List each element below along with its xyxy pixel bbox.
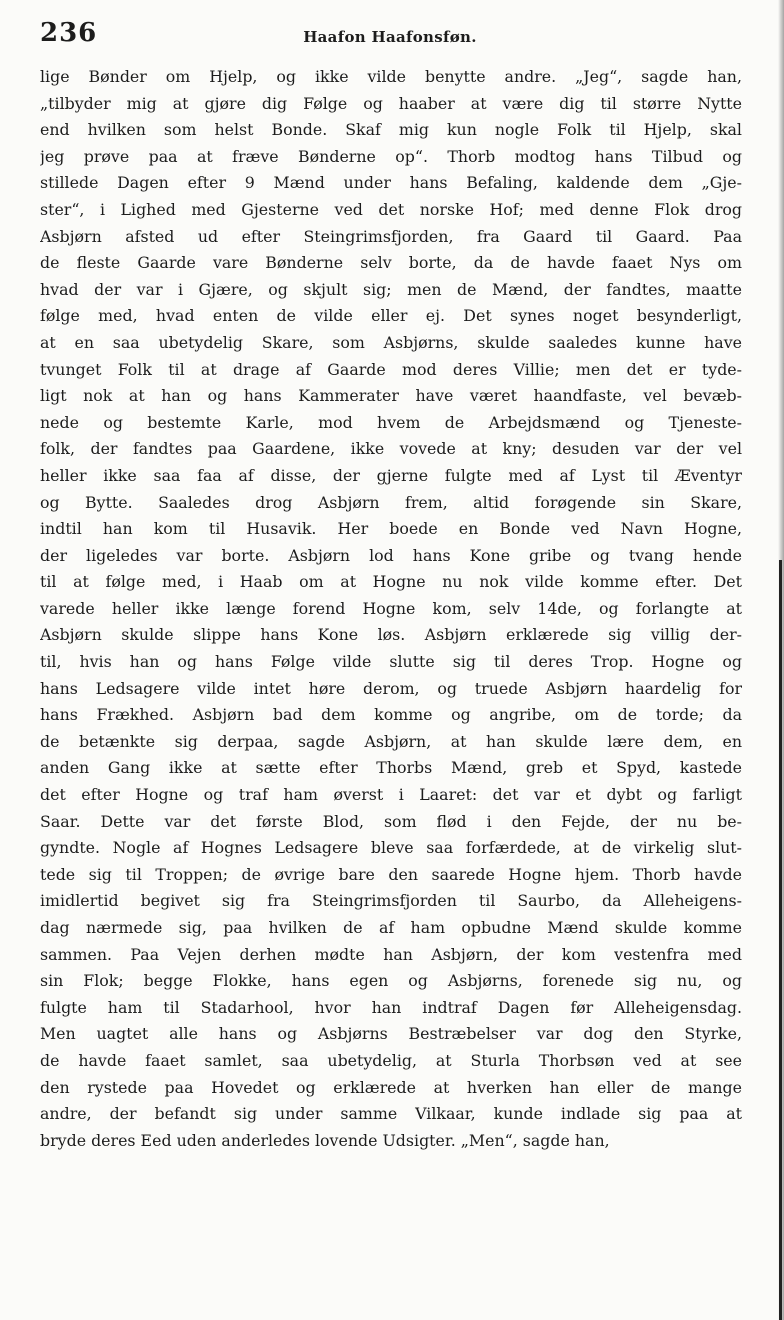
text-line: til, hvis han og hans Følge vilde slutte sig til deres Trop. Hogne og: [40, 652, 742, 672]
text-line: tvunget Folk til at drage af Gaarde mod deres Villie; men det er tyde-: [40, 359, 742, 379]
text-line: at en saa ubetydelig Skare, som Asbjørns, skulde saaledes kunne have: [40, 332, 742, 352]
text-line: hans Frækhed. Asbjørn bad dem komme og angribe, om de torde; da: [40, 705, 742, 725]
text-line: Men uagtet alle hans og Asbjørns Bestræbelser var dog den Styrke,: [40, 1024, 742, 1044]
text-line: Asbjørn afsted ud efter Steingrimsfjorden, fra Gaard til Gaard. Paa: [40, 226, 742, 246]
text-line: andre, der befandt sig under samme Vilkaar, kunde indlade sig paa at: [40, 1104, 742, 1124]
text-line: de havde faaet samlet, saa ubetydelig, at Sturla Thorbsøn ved at see: [40, 1050, 742, 1070]
text-line: hvad der var i Gjære, og skjult sig; men de Mænd, der fandtes, maatte: [40, 279, 742, 299]
text-line: den rystede paa Hovedet og erklærede at hverken han eller de mange: [40, 1077, 742, 1097]
text-line: Asbjørn skulde slippe hans Kone løs. Asbjørn erklærede sig villig der-: [40, 625, 742, 645]
text-line: dag nærmede sig, paa hvilken de af ham opbudne Mænd skulde komme: [40, 918, 742, 937]
text-line: end hvilken som helst Bonde. Skaf mig kun nogle Folk til Hjelp, skal: [40, 120, 742, 140]
page-edge-bar: [779, 560, 782, 1320]
text-line: heller ikke saa faa af disse, der gjerne fulgte med af Lyst til Æventyr: [40, 465, 742, 485]
running-head: Haafon Haafonsføn.: [303, 28, 477, 46]
text-line: tede sig til Troppen; de øvrige bare den saarede Hogne hjem. Thorb havde: [40, 864, 742, 884]
text-line: til at følge med, i Haab om at Hogne nu nok vilde komme efter. Det: [40, 572, 742, 592]
text-line: anden Gang ikke at sætte efter Thorbs Mænd, greb et Spyd, kastede: [40, 758, 742, 778]
text-line: ligt nok at han og hans Kammerater have været haandfaste, vel bevæb-: [40, 386, 742, 406]
text-line: de betænkte sig derpaa, sagde Asbjørn, at han skulde lære dem, en: [40, 731, 742, 751]
text-line: fulgte ham til Stadarhool, hvor han indtraf Dagen før Alleheigensdag.: [40, 997, 742, 1017]
text-line: bryde deres Eed uden anderledes lovende Udsigter. „Men“, sagde han,: [40, 1130, 610, 1150]
text-line: ster“, i Lighed med Gjesterne ved det norske Hof; med denne Flok drog: [40, 199, 742, 219]
text-line: der ligeledes var borte. Asbjørn lod hans Kone gribe og tvang hende: [40, 545, 742, 565]
text-line: varede heller ikke længe forend Hogne kom, selv 14de, og forlangte at: [40, 598, 742, 618]
text-line: det efter Hogne og traf ham øverst i Laaret: det var et dybt og farligt: [40, 785, 742, 805]
page-number: 236: [40, 18, 98, 48]
text-line: indtil han kom til Husavik. Her boede en Bonde ved Navn Hogne,: [40, 519, 742, 539]
text-line: sammen. Paa Vejen derhen mødte han Asbjørn, der kom vestenfra med: [40, 944, 742, 964]
text-line: hans Ledsagere vilde intet høre derom, og truede Asbjørn haardelig for: [40, 678, 742, 698]
text-line: „tilbyder mig at gjøre dig Følge og haaber at være dig til større Nytte: [40, 93, 742, 113]
text-line: Saar. Dette var det første Blod, som flød i den Fejde, der nu be-: [40, 811, 742, 831]
text-line: nede og bestemte Karle, mod hvem de Arbejdsmænd og Tjeneste-: [40, 412, 742, 432]
text-line: følge med, hvad enten de vilde eller ej. Det synes noget besynderligt,: [40, 306, 742, 326]
text-line: stillede Dagen efter 9 Mænd under hans Befaling, kaldende dem „Gje-: [40, 173, 742, 193]
text-line: og Bytte. Saaledes drog Asbjørn frem, altid forøgende sin Skare,: [40, 492, 742, 512]
text-line: folk, der fandtes paa Gaardene, ikke vovede at kny; desuden var der vel: [40, 439, 742, 459]
text-line: de fleste Gaarde vare Bønderne selv borte, da de havde faaet Nys om: [40, 253, 742, 273]
page-header: [40, 18, 740, 58]
text-line: gyndte. Nogle af Hognes Ledsagere bleve saa forfærdede, at de virkelig slut-: [40, 838, 742, 858]
text-line: jeg prøve paa at fræve Bønderne op“. Thorb modtog hans Tilbud og: [40, 146, 742, 166]
body-text: [40, 64, 742, 1154]
text-line: imidlertid begivet sig fra Steingrimsfjorden til Saurbo, da Alleheigens-: [40, 891, 742, 911]
text-line: lige Bønder om Hjelp, og ikke vilde benytte andre. „Jeg“, sagde han,: [40, 67, 742, 86]
text-line: sin Flok; begge Flokke, hans egen og Asbjørns, forenede sig nu, og: [40, 971, 742, 991]
